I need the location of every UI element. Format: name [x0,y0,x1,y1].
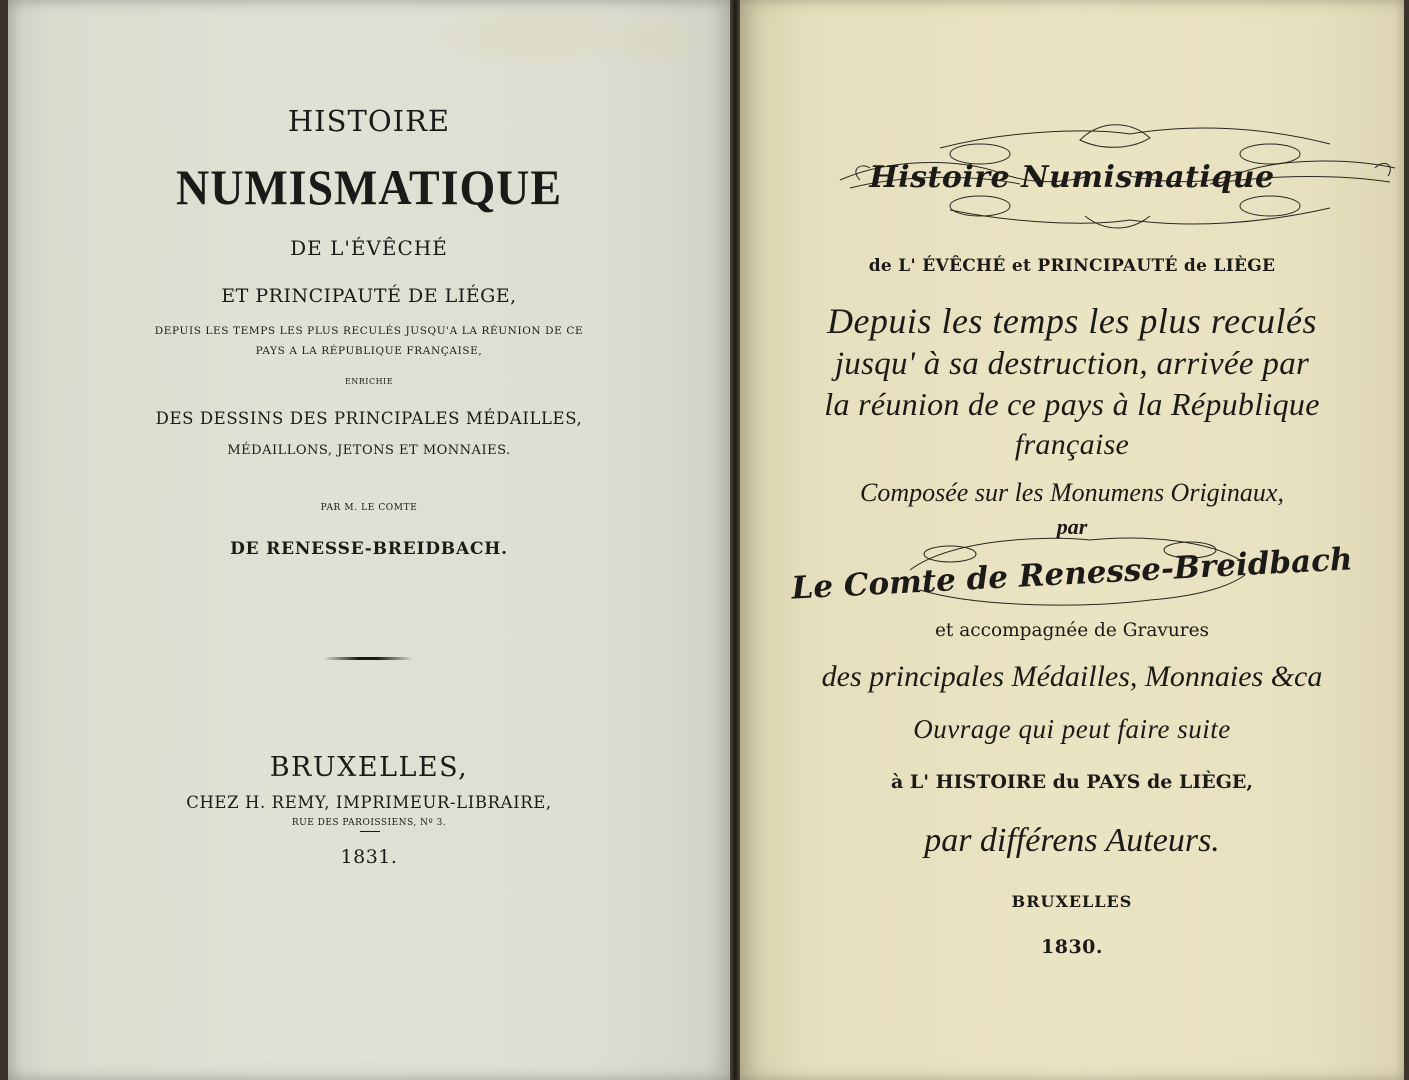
left-address: RUE DES PAROISSIENS, Nº 3. [291,818,447,828]
left-description-line-2: PAYS A LA RÉPUBLIQUE FRANÇAISE, [255,345,483,357]
left-author: DE RENESSE-BREIDBACH. [230,539,508,559]
right-ouvrage: Ouvrage qui peut faire suite [913,714,1231,744]
page-stain [608,10,698,70]
left-enrichie: ENRICHIE [344,377,394,386]
left-subtitle-eveche: DE L'ÉVÊCHÉ [290,236,448,260]
right-title: Histoire Numismatique [869,160,1275,195]
right-page [740,0,1404,1080]
right-author: Le Comte de Renesse-Breidbach [790,541,1354,607]
right-histoire: à L' HISTOIRE du PAYS de LIÈGE, [890,771,1254,793]
ornamental-rule [323,657,413,660]
right-script-line-2: jusqu' à sa destruction, arrivée par [834,346,1310,382]
left-publisher: CHEZ H. REMY, IMPRIMEUR-LIBRAIRE, [186,793,552,812]
left-city: BRUXELLES, [269,752,469,783]
left-title-histoire: HISTOIRE [287,104,451,138]
right-script-line-1: Depuis les temps les plus reculés [826,301,1318,341]
right-year: 1830. [1041,936,1103,958]
right-auteurs: par différens Auteurs. [924,822,1220,859]
left-year: 1831. [340,846,398,868]
left-description-line-1: DEPUIS LES TEMPS LES PLUS RECULÉS JUSQU'A LA RÉUNION DE CE [154,325,584,337]
left-page [8,0,730,1080]
left-subtitle-principaute: ET PRINCIPAUTÉ DE LIÉGE, [221,285,517,307]
right-composee: Composée sur les Monumens Originaux, [860,478,1284,507]
right-script-line-4: française [1014,428,1130,461]
left-dessins-line-1: DES DESSINS DES PRINCIPALES MÉDAILLES, [155,409,583,428]
small-rule [360,831,380,832]
right-accompagnee: et accompagnée de Gravures [934,620,1210,641]
right-city: BRUXELLES [1011,892,1133,911]
left-par-le-comte: PAR M. LE COMTE [320,503,418,513]
left-title-numismatique: NUMISMATIQUE [176,159,562,215]
right-subtitle: de L' ÉVÊCHÉ et PRINCIPAUTÉ de LIÈGE [868,256,1276,276]
right-principales: des principales Médailles, Monnaies &ca [821,660,1323,693]
right-par: par [1056,514,1088,539]
left-dessins-line-2: MÉDAILLONS, JETONS ET MONNAIES. [227,443,511,458]
right-script-line-3: la réunion de ce pays à la République [824,386,1320,422]
book-gutter [730,0,740,1080]
